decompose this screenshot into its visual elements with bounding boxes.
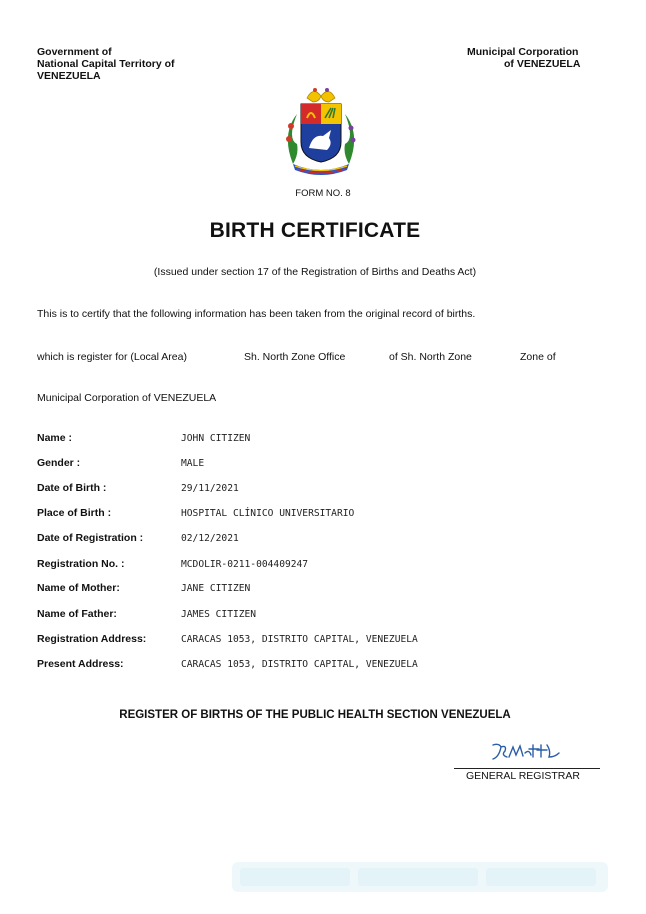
issuing-government-line: Government of	[37, 46, 112, 58]
field-label: Gender :	[37, 457, 81, 469]
field-label: Place of Birth :	[37, 507, 112, 519]
municipal-corporation-line: Municipal Corporation	[467, 46, 579, 58]
field-label: Registration No. :	[37, 558, 125, 570]
field-value: MCDOLIR-0211-004409247	[181, 559, 309, 570]
register-office: Sh. North Zone Office	[244, 351, 346, 363]
field-value: CARACAS 1053, DISTRITO CAPITAL, VENEZUELA	[181, 659, 418, 670]
field-value: JANE CITIZEN	[181, 583, 251, 594]
form-number: FORM NO. 8	[295, 188, 351, 199]
field-label: Date of Birth :	[37, 482, 107, 494]
document-subtitle: (Issued under section 17 of the Registration of Births and Deaths Act)	[153, 266, 477, 278]
faint-watermark	[232, 858, 608, 898]
field-label: Registration Address:	[37, 633, 147, 645]
issuing-government-line: VENEZUELA	[37, 70, 101, 82]
issuing-government-line: National Capital Territory of	[37, 58, 175, 70]
municipal-corporation-line: Municipal Corporation of VENEZUELA	[37, 392, 217, 404]
field-label: Name of Father:	[37, 608, 117, 620]
field-label: Name :	[37, 432, 73, 444]
coat-of-arms-emblem	[279, 84, 363, 176]
register-zone: of Sh. North Zone	[389, 351, 472, 363]
field-value: JOHN CITIZEN	[181, 433, 251, 444]
field-label: Present Address:	[37, 658, 124, 670]
register-zone-suffix: Zone of	[520, 351, 556, 363]
municipal-corporation-block	[467, 46, 580, 70]
signature-line	[454, 768, 600, 769]
field-value: HOSPITAL CLÍNICO UNIVERSITARIO	[181, 508, 355, 519]
registrar-signature	[489, 741, 561, 763]
field-value: JAMES CITIZEN	[181, 609, 257, 620]
field-value: 02/12/2021	[181, 533, 239, 544]
field-label: Name of Mother:	[37, 582, 120, 594]
field-value: 29/11/2021	[181, 483, 239, 494]
general-registrar-label: GENERAL REGISTRAR	[466, 770, 580, 782]
field-value: CARACAS 1053, DISTRITO CAPITAL, VENEZUELA	[181, 634, 418, 645]
municipal-corporation-line: of VENEZUELA	[504, 58, 581, 70]
issuing-government-block	[37, 46, 175, 82]
document-title: BIRTH CERTIFICATE	[209, 219, 421, 242]
register-area-label: which is register for (Local Area)	[37, 351, 187, 363]
certification-statement: This is to certify that the following information has been taken from the original record of births.	[37, 308, 476, 320]
field-label: Date of Registration :	[37, 532, 144, 544]
field-value: MALE	[181, 458, 205, 469]
register-footer-title: REGISTER OF BIRTHS OF THE PUBLIC HEALTH SECTION VENEZUELA	[119, 709, 511, 721]
